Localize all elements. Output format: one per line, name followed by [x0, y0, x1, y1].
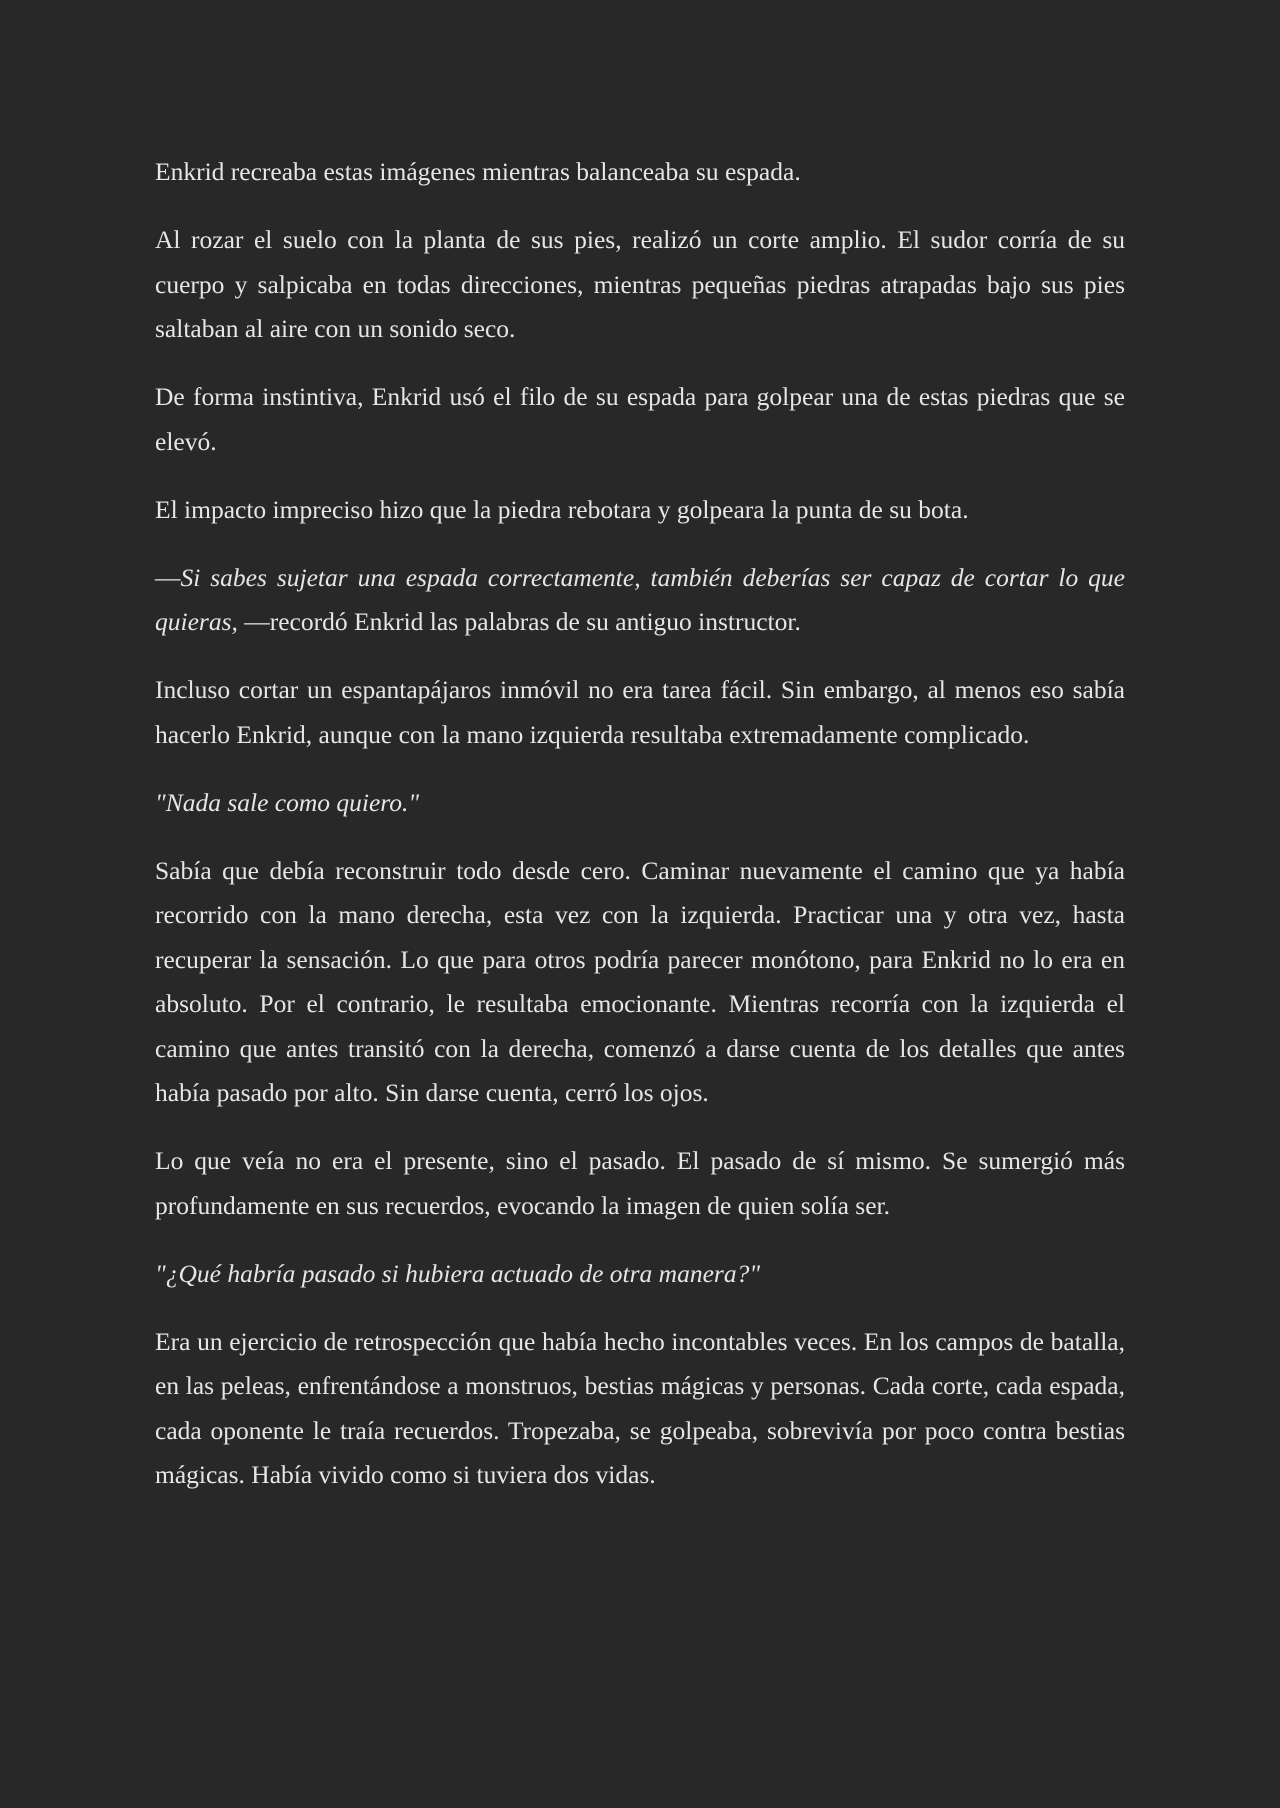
paragraph: El impacto impreciso hizo que la piedra rebotara y golpeara la punta de su bota. — [155, 494, 969, 524]
thought-paragraph: "¿Qué habría pasado si hubiera actuado de otra manera?" — [155, 1258, 761, 1288]
thought-paragraph: "Nada sale como quiero." — [155, 787, 420, 817]
dialogue-dash: — — [237, 607, 270, 636]
paragraph: Enkrid recreaba estas imágenes mientras balanceaba su espada. — [155, 157, 801, 186]
dialogue-paragraph — [155, 556, 1125, 645]
paragraph: Sabía que debía reconstruir todo desde cero. Caminar nuevamente el camino que ya había recorrido con la mano derecha, esta vez con la izquierda. Practicar una y otra vez, hasta recuperar la sensación. Lo que para otros podría parecer monótono, para Enkrid no lo era en absoluto. Por el contrario, le resultaba emocionante. Mientras recorría con la izquierda el camino que antes transitó con la derecha, comenzó a darse cuenta de los detalles que antes había pasado por alto. Sin darse cuenta, cerró los ojos. — [155, 855, 1125, 1107]
paragraph: Incluso cortar un espantapájaros inmóvil no era tarea fácil. Sin embargo, al menos eso sabía hacerlo Enkrid, aunque con la mano izquierda resultaba extremadamente complicado. — [155, 675, 1125, 749]
paragraph: Era un ejercicio de retrospección que había hecho incontables veces. En los campos de batalla, en las peleas, enfrentándose a monstruos, bestias mágicas y personas. Cada corte, cada espada, cada oponente le traía recuerdos. Tropezaba, se golpeaba, sobrevivía por poco contra bestias mágicas. Había vivido como si tuviera dos vidas. — [155, 1326, 1125, 1489]
paragraph: Al rozar el suelo con la planta de sus pies, realizó un corte amplio. El sudor corría de su cuerpo y salpicaba en todas direcciones, mientras pequeñas piedras atrapadas bajo sus pies saltaban al aire con un sonido seco. — [155, 225, 1125, 343]
paragraph: De forma instintiva, Enkrid usó el filo de su espada para golpear una de estas piedras que se elevó. — [155, 382, 1125, 456]
dialogue-quote: Si sabes sujetar una espada correctamente, también deberías ser capaz de cortar lo que quieras, — [155, 562, 1125, 636]
paragraph: Lo que veía no era el presente, sino el pasado. El pasado de sí mismo. Se sumergió más profundamente en sus recuerdos, evocando la imagen de quien solía ser. — [155, 1146, 1125, 1220]
dialogue-attribution: recordó Enkrid las palabras de su antiguo instructor. — [269, 607, 801, 636]
dialogue-dash: — — [155, 562, 181, 592]
